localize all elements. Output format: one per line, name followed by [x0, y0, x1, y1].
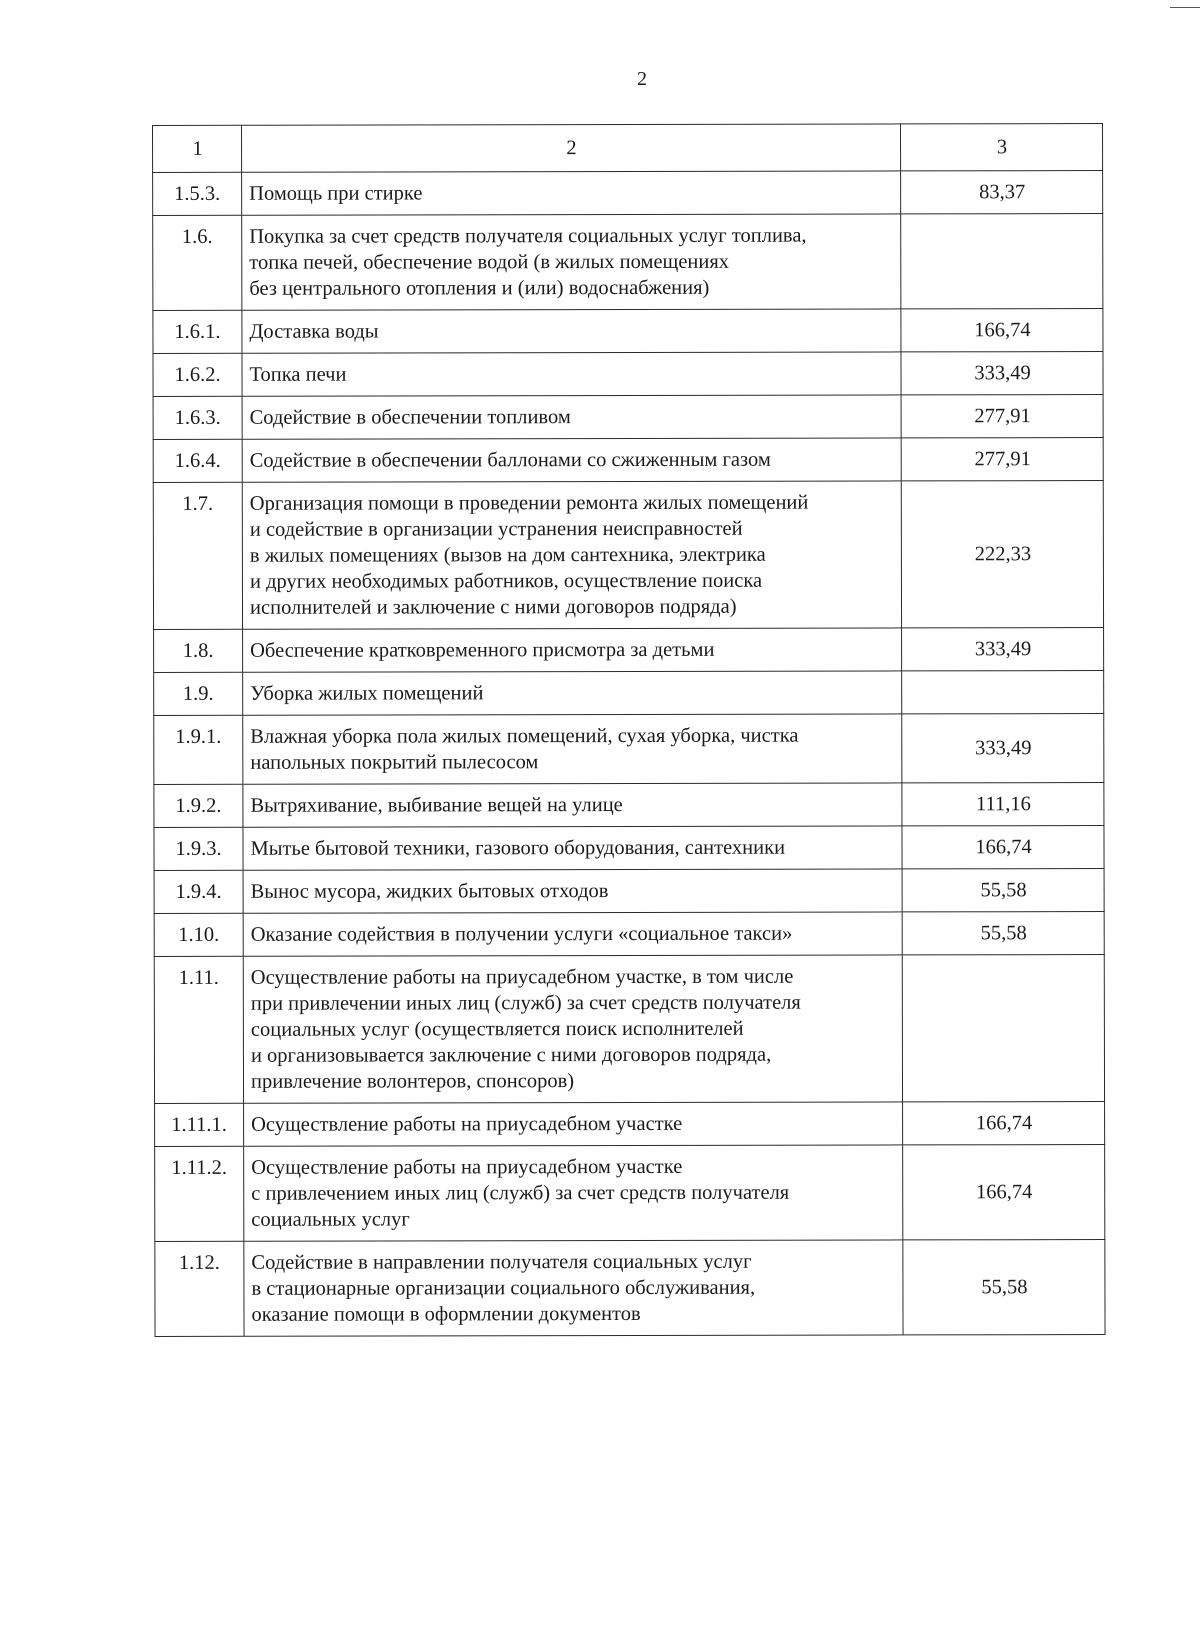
service-name-cell: Покупка за счет средств получателя социальных услуг топлива, топка печей, обеспечение водой (в жилых помещениях без центрального отопления и (или) водоснабжения) [242, 214, 901, 310]
service-name-cell: Содействие в обеспечении топливом [242, 395, 901, 439]
table-row [153, 438, 1103, 483]
table-row [155, 1240, 1105, 1337]
service-name-cell: Содействие в обеспечении баллонами со сжиженным газом [242, 438, 901, 482]
table-row [155, 1145, 1105, 1242]
service-name-cell: Доставка воды [242, 309, 901, 353]
row-number-cell: 1.9.2. [154, 784, 243, 827]
table-body [153, 124, 1106, 1337]
service-name-cell: Помощь при стирке [242, 171, 901, 215]
header-cell-price: 3 [900, 124, 1102, 171]
header-cell-service: 2 [242, 124, 901, 172]
row-number-cell: 1.9.3. [154, 827, 243, 870]
header-cell-number: 1 [153, 125, 242, 172]
service-name-cell: Осуществление работы на приусадебном участке с привлечением иных лиц (служб) за счет средств получателя социальных услуг [244, 1145, 903, 1241]
row-number-cell: 1.11.1. [155, 1103, 244, 1146]
row-number-cell: 1.8. [154, 629, 243, 672]
price-cell: 166,74 [902, 826, 1104, 869]
row-number-cell: 1.12. [155, 1241, 244, 1336]
row-number-cell: 1.6.1. [153, 310, 242, 353]
service-name-cell: Топка печи [242, 352, 901, 396]
price-cell: 277,91 [901, 395, 1103, 438]
price-cell: 277,91 [901, 438, 1103, 481]
price-cell: 333,49 [902, 714, 1104, 783]
table-row [154, 671, 1104, 716]
table-row [154, 955, 1104, 1104]
row-number-cell: 1.11.2. [155, 1146, 244, 1241]
row-number-cell: 1.9.1. [154, 715, 243, 784]
price-cell: 166,74 [903, 1145, 1105, 1240]
service-name-cell: Мытье бытовой техники, газового оборудования, сантехники [243, 826, 902, 870]
service-name-cell: Осуществление работы на приусадебном участке, в том числе при привлечении иных лиц (служб) за счет средств получателя социальных услуг (осуществляется поиск исполнителей и организовывается заключение с ними договоров подряда, привлечение волонтеров, спонсоров) [243, 955, 902, 1103]
table-row [153, 214, 1103, 311]
service-name-cell: Организация помощи в проведении ремонта жилых помещений и содействие в организации устранения неисправностей в жилых помещениях (вызов на дом сантехника, электрика и других необходимых работников, осуществление поиска исполнителей и заключение с ними договоров подряда) [242, 481, 901, 629]
row-number-cell: 1.9. [154, 672, 243, 715]
price-cell: 166,74 [903, 1102, 1105, 1145]
price-cell [902, 955, 1104, 1102]
service-name-cell: Вытряхивание, выбивание вещей на улице [243, 783, 902, 827]
price-cell [901, 214, 1103, 309]
table-row [153, 395, 1103, 440]
price-cell: 55,58 [903, 1240, 1105, 1335]
table-row [153, 481, 1103, 630]
row-number-cell: 1.7. [153, 482, 242, 629]
row-number-cell: 1.6.4. [153, 439, 242, 482]
price-cell [902, 671, 1104, 714]
price-cell: 333,49 [901, 352, 1103, 395]
table-row [154, 783, 1104, 828]
price-cell: 166,74 [901, 309, 1103, 352]
service-name-cell: Уборка жилых помещений [243, 671, 902, 715]
service-name-cell: Вынос мусора, жидких бытовых отходов [243, 869, 902, 913]
tariff-table [152, 123, 1106, 1337]
table-row [154, 826, 1104, 871]
service-name-cell: Влажная уборка пола жилых помещений, сухая уборка, чистка напольных покрытий пылесосом [243, 714, 902, 784]
row-number-cell: 1.6. [153, 215, 242, 310]
service-name-cell: Обеспечение кратковременного присмотра за детьми [243, 628, 902, 672]
service-name-cell: Осуществление работы на приусадебном участке [244, 1102, 903, 1146]
price-cell: 333,49 [902, 628, 1104, 671]
row-number-cell: 1.5.3. [153, 172, 242, 215]
scan-corner-mark [1170, 7, 1200, 8]
price-cell: 111,16 [902, 783, 1104, 826]
row-number-cell: 1.9.4. [154, 870, 243, 913]
table-row [154, 628, 1104, 673]
table-row [153, 309, 1103, 354]
table-row [155, 1102, 1105, 1147]
table-row [154, 869, 1104, 914]
table-row [154, 714, 1104, 785]
price-cell: 55,58 [902, 869, 1104, 912]
table-row [153, 171, 1103, 216]
row-number-cell: 1.6.3. [153, 396, 242, 439]
table-row [154, 912, 1104, 957]
table-row [153, 352, 1103, 397]
row-number-cell: 1.11. [154, 956, 243, 1103]
row-number-cell: 1.6.2. [153, 353, 242, 396]
row-number-cell: 1.10. [154, 913, 243, 956]
service-name-cell: Оказание содействия в получении услуги «социальное такси» [243, 912, 902, 956]
tariff-table-container [152, 123, 1105, 1337]
service-name-cell: Содействие в направлении получателя социальных услуг в стационарные организации социального обслуживания, оказание помощи в оформлении документов [244, 1240, 903, 1336]
price-cell: 222,33 [901, 481, 1103, 628]
page-number: 2 [637, 68, 647, 90]
price-cell: 55,58 [902, 912, 1104, 955]
price-cell: 83,37 [901, 171, 1103, 214]
table-header-row [153, 124, 1103, 173]
